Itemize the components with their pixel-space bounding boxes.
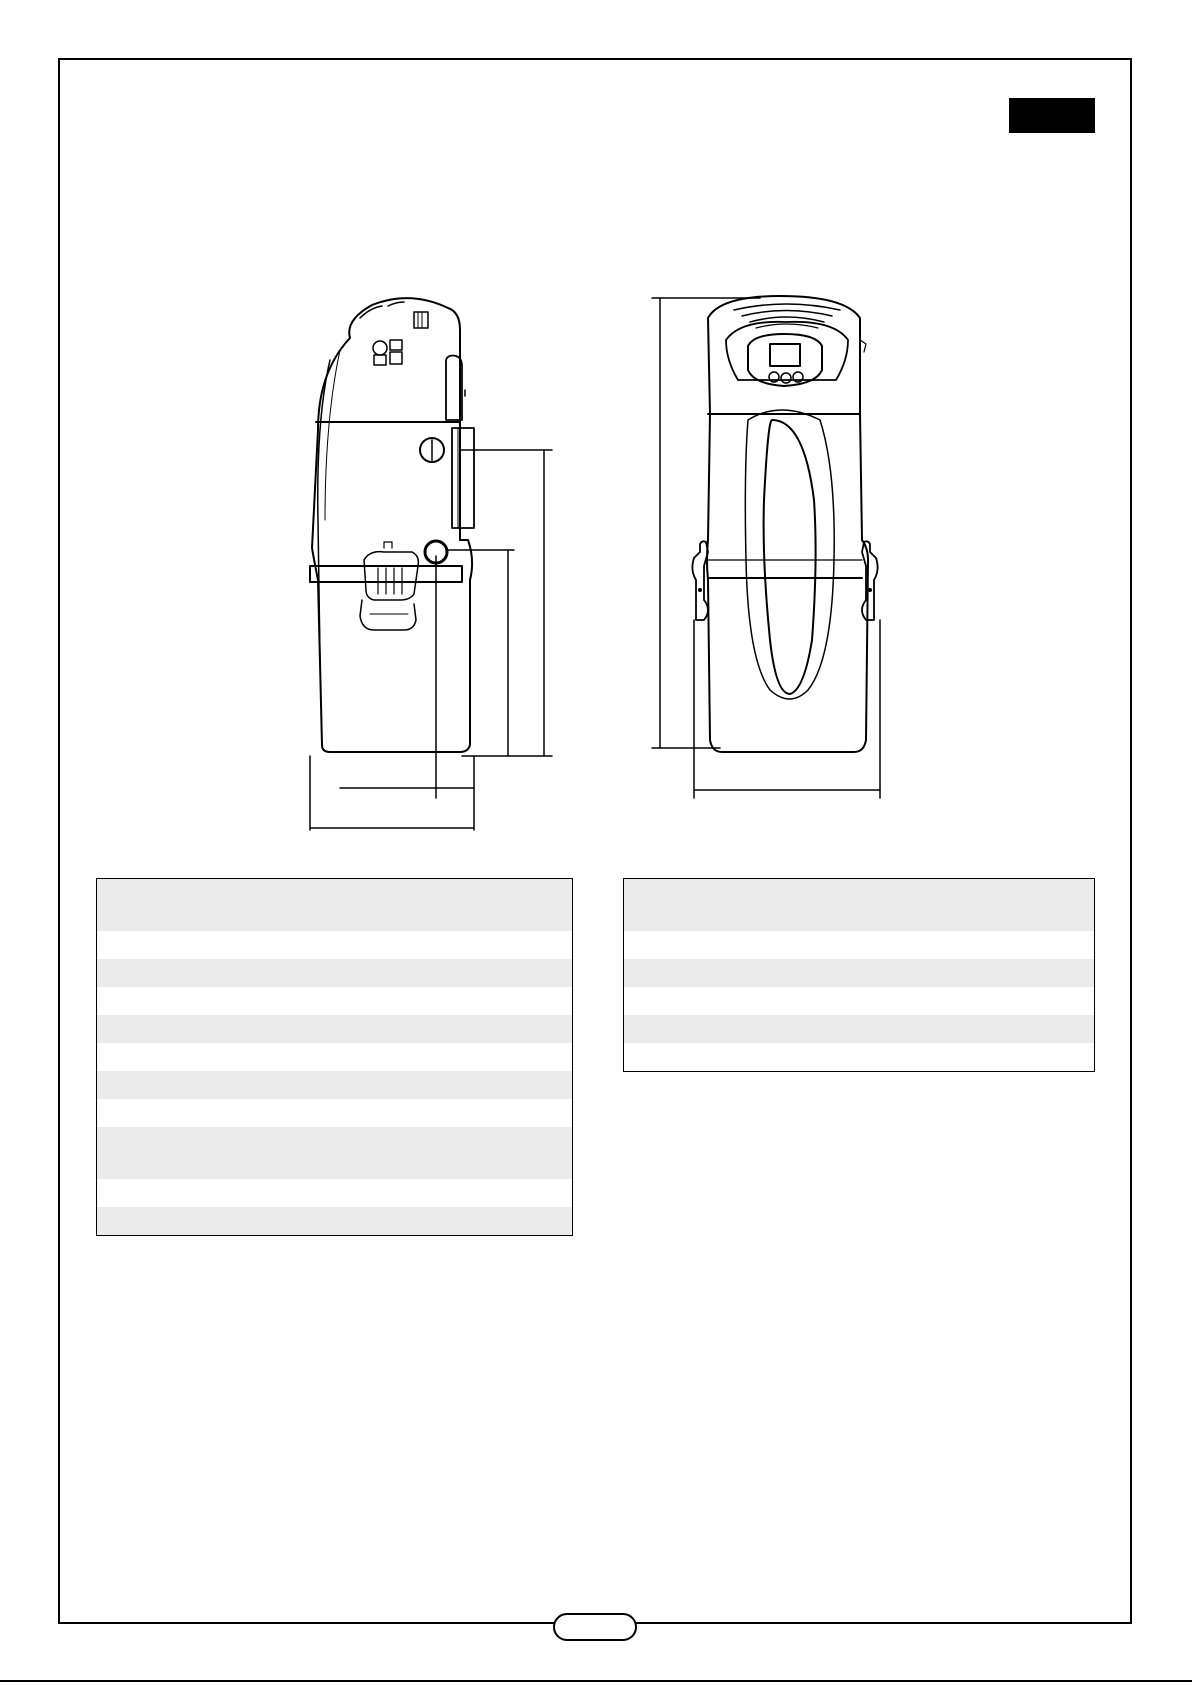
row-label	[97, 1207, 335, 1236]
table-row	[624, 931, 1095, 959]
front-view-drawing	[652, 296, 880, 798]
row-label	[97, 1043, 335, 1071]
side-view-drawing	[310, 298, 552, 830]
row-value	[335, 1071, 573, 1099]
row-value	[335, 1043, 573, 1071]
table-row	[97, 1043, 573, 1071]
spec-table-right	[623, 878, 1095, 1072]
bottom-rule	[0, 1680, 1192, 1682]
table-row	[97, 1071, 573, 1099]
table-row	[624, 1015, 1095, 1043]
row-label	[624, 959, 860, 987]
row-label	[624, 987, 860, 1015]
spec-table-left	[96, 878, 573, 1236]
row-value	[335, 1015, 573, 1043]
table-row	[624, 987, 1095, 1015]
row-label	[97, 987, 335, 1015]
table-row	[97, 1127, 573, 1179]
row-value	[859, 931, 1095, 959]
table-row	[624, 1043, 1095, 1072]
row-value	[859, 1043, 1095, 1072]
row-label	[97, 931, 335, 959]
row-label	[624, 1015, 860, 1043]
table-row	[97, 1015, 573, 1043]
table-row	[97, 1099, 573, 1127]
table-row	[624, 879, 1095, 932]
table-row	[97, 1207, 573, 1236]
row-value	[335, 931, 573, 959]
row-label	[97, 1099, 335, 1127]
table-row	[97, 959, 573, 987]
table-row	[624, 959, 1095, 987]
row-label	[97, 1015, 335, 1043]
table-row	[97, 879, 573, 932]
row-value	[859, 879, 1095, 932]
row-value	[335, 1099, 573, 1127]
table-row	[97, 987, 573, 1015]
row-value	[859, 987, 1095, 1015]
page-number	[553, 1613, 637, 1641]
row-label	[97, 879, 335, 932]
table-row	[97, 1179, 573, 1207]
row-label	[97, 1071, 335, 1099]
row-value	[335, 1207, 573, 1236]
row-value	[335, 879, 573, 932]
row-value	[335, 1179, 573, 1207]
row-value	[335, 959, 573, 987]
table-row	[97, 931, 573, 959]
row-label	[97, 1179, 335, 1207]
row-label	[624, 1043, 860, 1072]
row-label	[97, 959, 335, 987]
row-value	[335, 1127, 573, 1179]
row-value	[859, 1015, 1095, 1043]
row-label	[624, 931, 860, 959]
row-value	[859, 959, 1095, 987]
row-label	[624, 879, 860, 932]
side-body-outline	[312, 298, 472, 752]
row-label	[97, 1127, 335, 1179]
row-value	[335, 987, 573, 1015]
